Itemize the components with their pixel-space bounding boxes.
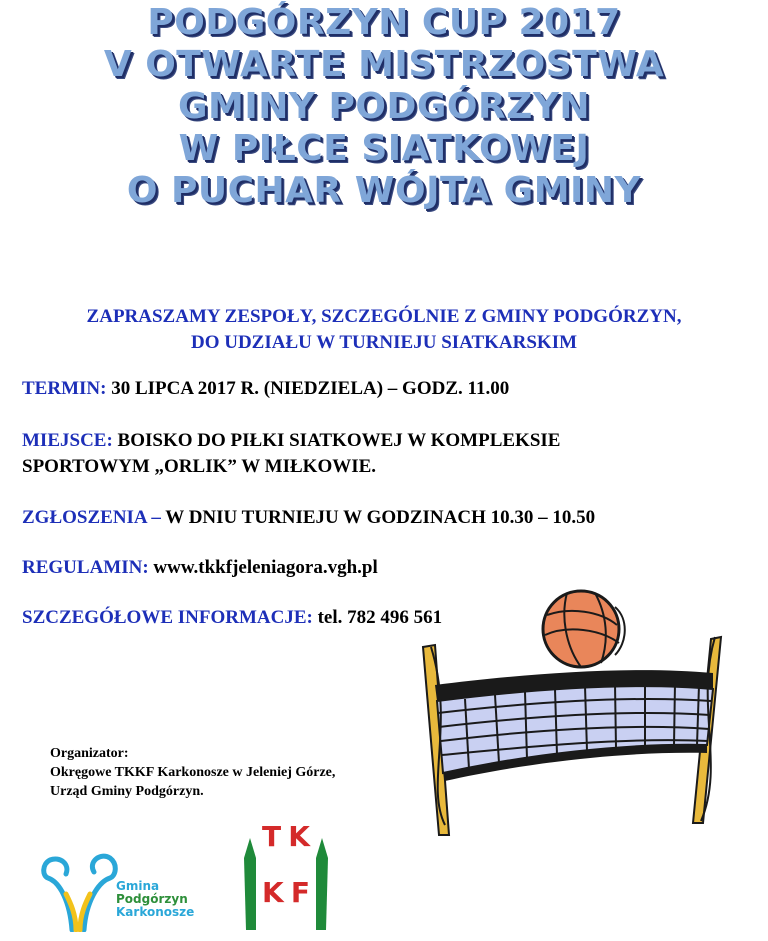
organizer-line-1: Okręgowe TKKF Karkonosze w Jeleniej Górze, xyxy=(50,765,336,780)
organizer-block xyxy=(50,744,335,801)
miejsce-row xyxy=(22,428,560,480)
termin-label: TERMIN: xyxy=(22,378,107,399)
gmina-logo-line-2: Podgórzyn xyxy=(116,892,188,906)
invitation-line-2: DO UDZIAŁU W TURNIEJU SIATKARSKIM xyxy=(190,332,578,353)
regulamin-link[interactable]: www.tkkfjeleniagora.vgh.pl xyxy=(153,557,378,578)
tkkf-logo xyxy=(238,818,334,936)
miejsce-value-2: SPORTOWYM „ORLIK” W MIŁKOWIE. xyxy=(22,456,377,477)
informacje-row xyxy=(22,605,442,631)
gmina-logo-line-3: Karkonosze xyxy=(116,905,195,919)
miejsce-label: MIEJSCE: xyxy=(22,430,113,451)
gmina-logo-line-1: Gmina xyxy=(116,879,160,893)
informacje-phone: tel. 782 496 561 xyxy=(317,607,443,628)
termin-row xyxy=(22,376,509,402)
goat-horns-icon xyxy=(40,842,120,932)
title-line-1: PODGÓRZYN CUP 2017 xyxy=(147,2,621,43)
zgloszenia-label: ZGŁOSZENIA – xyxy=(22,507,161,528)
zgloszenia-row xyxy=(22,505,595,531)
organizer-line-2: Urząd Gminy Podgórzyn. xyxy=(50,784,204,799)
invitation-line-1: ZAPRASZAMY ZESPOŁY, SZCZEGÓLNIE Z GMINY PODGÓRZYN, xyxy=(86,306,682,327)
miejsce-value-1: BOISKO DO PIŁKI SIATKOWEJ W KOMPLEKSIE xyxy=(117,430,561,451)
organizer-heading: Organizator: xyxy=(50,746,129,761)
tkkf-letter-k2: K xyxy=(262,876,284,909)
title-line-4: W PIŁCE SIATKOWEJ xyxy=(178,128,590,169)
zgloszenia-value: W DNIU TURNIEJU W GODZINACH 10.30 – 10.50 xyxy=(165,507,596,528)
poster-title xyxy=(0,2,768,212)
title-line-3: GMINY PODGÓRZYN xyxy=(177,86,591,127)
volleyball-net-illustration xyxy=(395,585,740,850)
termin-value: 30 LIPCA 2017 R. (NIEDZIELA) – GODZ. 11.00 xyxy=(111,378,510,399)
tkkf-letter-k1: K xyxy=(288,820,310,853)
regulamin-row xyxy=(22,555,378,581)
regulamin-label: REGULAMIN: xyxy=(22,557,149,578)
informacje-label: SZCZEGÓŁOWE INFORMACJE: xyxy=(22,607,313,628)
invitation-text xyxy=(0,304,768,356)
title-line-5: O PUCHAR WÓJTA GMINY xyxy=(126,170,642,211)
title-line-2: V OTWARTE MISTRZOSTWA xyxy=(103,44,665,85)
gmina-podgorzyn-logo xyxy=(40,842,210,934)
tkkf-letter-f: F xyxy=(290,876,310,909)
tkkf-letter-t: T xyxy=(262,820,282,853)
volleyball-icon xyxy=(543,591,625,667)
